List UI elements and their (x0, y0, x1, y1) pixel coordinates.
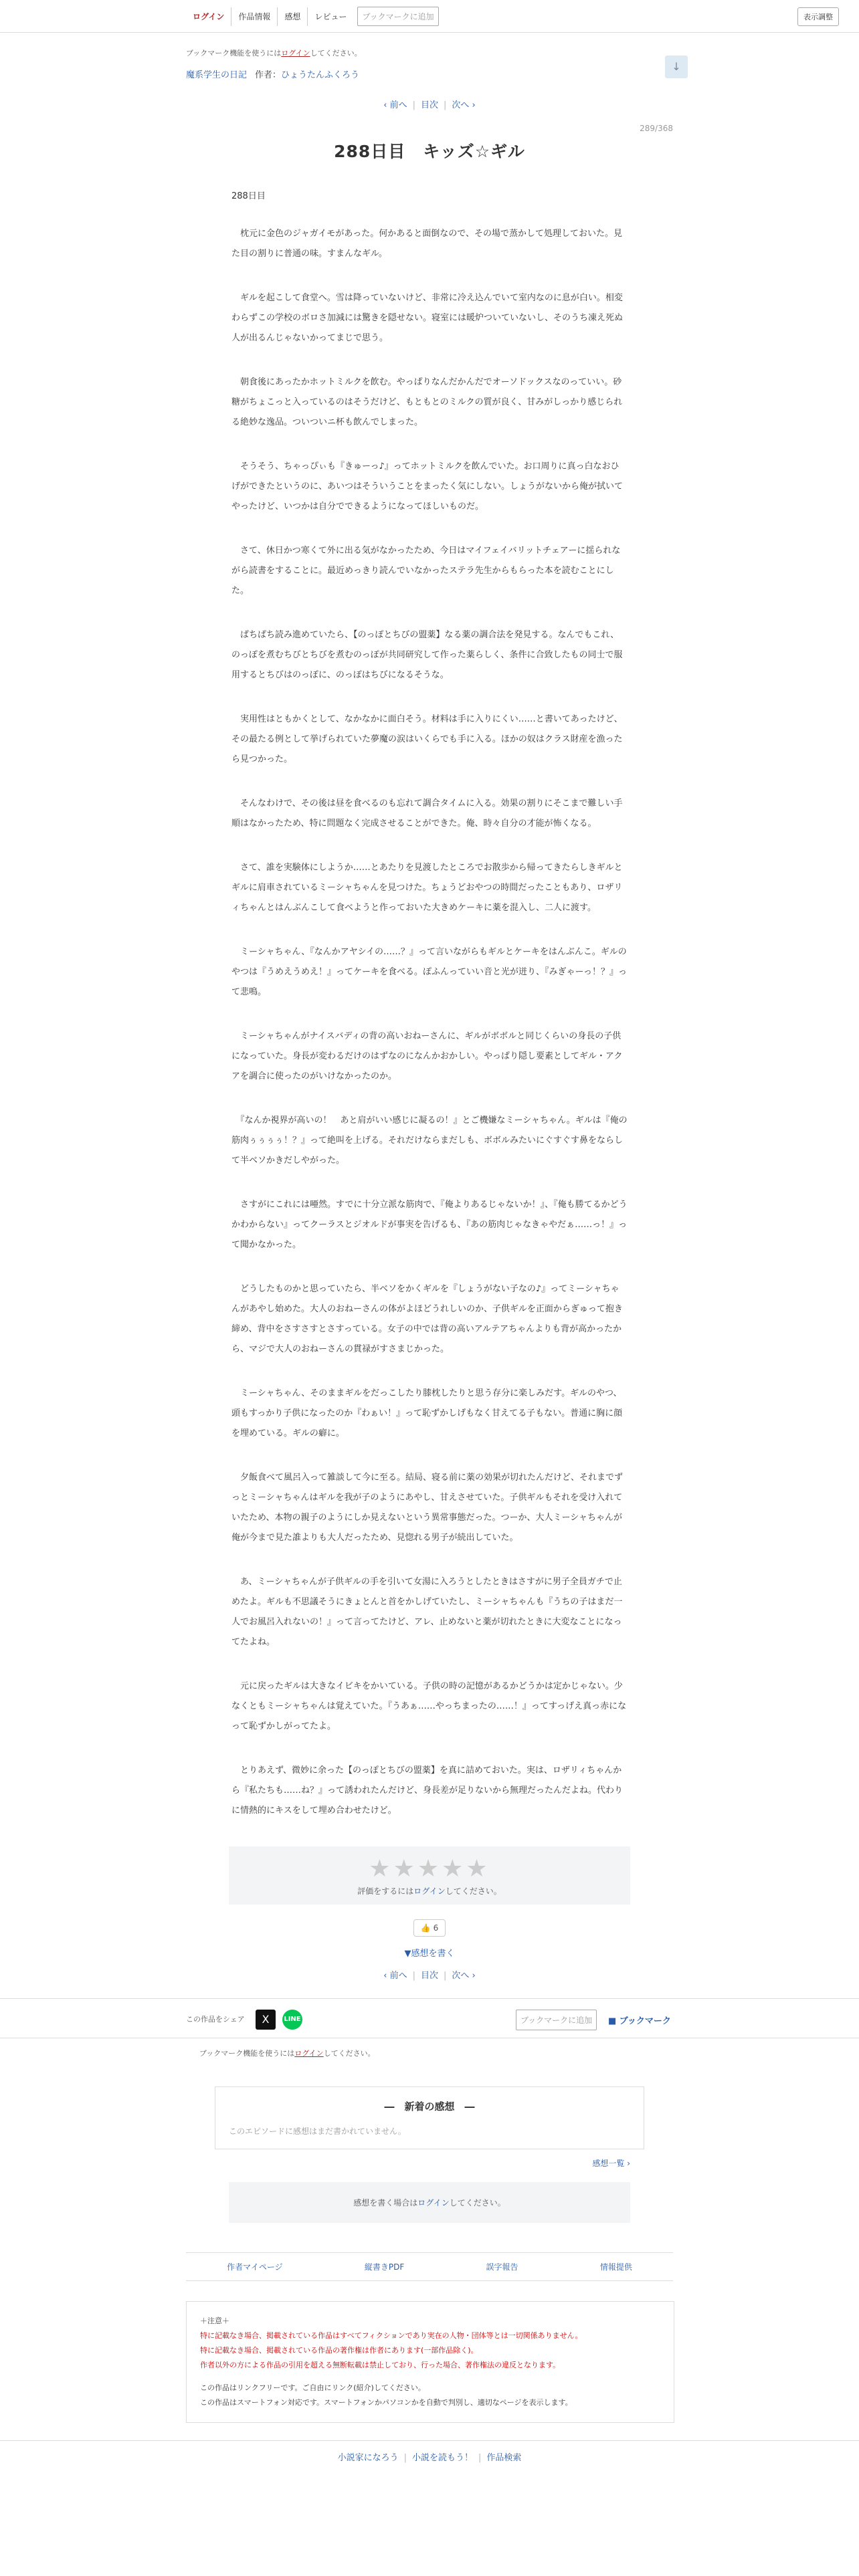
bookmark-note2-suffix: してください。 (323, 2049, 375, 2058)
series-title-link[interactable]: 魔系学生の日記 (186, 70, 248, 80)
bookmark-login-link[interactable]: ログイン (281, 49, 310, 58)
star-icon[interactable]: ★ (369, 1855, 393, 1883)
notice-box (186, 2301, 674, 2423)
rating-note (229, 1885, 630, 1897)
bookmark-login-link-2[interactable]: ログイン (294, 2049, 324, 2058)
index-link[interactable]: 目次 (420, 100, 438, 110)
body-paragraph: 夕飯食べて風呂入って雑談して今に至る。結局、寝る前に薬の効果が切れたんだけど、それまでずっとミーシャちゃんはギルを我が子のようにあやし、甘えさせていた。子供ギルもそれを受け入れていたため、本物の親子のようにしか見えないという異常事態だった。つーか、大人ミーシャちゃんが俺が今まで見た誰よりも大人だったため、見惚れる男子が続出していた。 (231, 1473, 624, 1543)
login-prompt-box (229, 2182, 630, 2223)
rating-box (229, 1846, 630, 1905)
body-paragraph: 朝食後にあったかホットミルクを飲む。やっぱりなんだかんだでオーソドックスなのっていい。砂糖がちょこっと入っているのはそうだけど、もともとのミルクの質が良く、甘みがしっかり感じられる絶妙な逸品。ついついニ杯も飲んでしまった。 (231, 377, 623, 427)
login-box-link[interactable]: ログイン (417, 2198, 450, 2208)
bookmark-add-button[interactable]: ブックマークに追加 (357, 7, 438, 26)
body-paragraph: 288日目 (231, 191, 266, 201)
yomou-link[interactable]: 小説を読もう！ (411, 2453, 473, 2463)
review-link[interactable]: レビュー (314, 11, 347, 21)
impressions-title: ― 新着の感想 ― (384, 2101, 475, 2113)
body-paragraph: 元に戻ったギルは大きなイビキをかいている。子供の時の記憶があるかどうかは定かじゃない。少なくともミーシャちゃんは覚えていた。『うあぁ……やっちまったの……！』ってすっげえ真っ赤になって恥ずかしがってたよ。 (231, 1681, 627, 1731)
impressions-list-link[interactable]: 感想一覧 › (592, 2159, 630, 2168)
body-paragraph: あ、ミーシャちゃんが子供ギルの手を引いて女湯に入ろうとしたときはさすがに男子全員ガチで止めたよ。ギルも不思議そうにきょとんと首をかしげていたし、ミーシャちゃんも『うちの子はまだ一人でお風呂入れないの！』って言ってたけど、アレ、止めないと薬が切れたときに大変なことになってたよね。 (231, 1577, 623, 1647)
next-link[interactable]: 次へ › (452, 1971, 476, 1981)
novel-container (186, 47, 681, 1821)
bottom-nav: 小説家になろう | 小説を読もう！ | 作品検索 (0, 2440, 859, 2472)
body-paragraph: 『なんか視界が高いの！ あと肩がいい感じに凝るの！』とご機嫌なミーシャちゃん。ギルは『俺の筋肉ぅぅぅぅ！？』って絶叫を上げる。それだけならまだしも、ボボルみたいにぐすぐす鼻をならして半ベソかきだしやがった。 (231, 1115, 628, 1166)
body-paragraph: ミーシャちゃんがナイスバディの背の高いおねーさんに、ギルがボボルと同じくらいの身長の子供になっていた。身長が変わるだけのはずなのになんかおかしい。やっぱり隠し要素としてギル・アクアを調合に使ったのがいけなかったのか。 (231, 1031, 623, 1081)
work-info-link[interactable]: 作品情報 (231, 7, 278, 26)
body-paragraph: さすがにこれには唖然。すでに十分立派な筋肉で、『俺よりあるじゃないか！』、『俺も勝てるかどうかわからない』ってクーラスとジオルドが事実を告げるも、『あの筋肉じゃなきゃやだぁ……っ！』って聞かなかった。 (231, 1200, 628, 1250)
login-link[interactable]: ログイン (186, 7, 231, 26)
login-box-text: 感想を書く場合は (353, 2198, 418, 2208)
body-paragraph: どうしたものかと思っていたら、半ベソをかくギルを『しょうがない子なの♪』ってミーシャちゃんがあやし始めた。大人のおねーさんの体がよほどうれしいのか、子供ギルを正面からぎゅって抱き締め、背中をさすさすとさすっている。女子の中では背の高いアルテアちゃんよりも背が高かったから、マジで大人のおねーさんの貫禄がすさまじかった。 (231, 1284, 623, 1354)
thumbs-up-icon: 👍 (420, 1923, 431, 1933)
x-logo-icon[interactable]: X (256, 2010, 276, 2030)
prev-link[interactable]: ‹ 前へ (383, 1971, 407, 1981)
up-arrow-icon[interactable]: ↓ (665, 56, 688, 78)
rating-note-suffix: してください。 (445, 1887, 502, 1896)
login-box-suffix: してください。 (449, 2198, 506, 2208)
impressions-link[interactable]: 感想 (278, 7, 308, 26)
narou-link[interactable]: 小説家になろう (337, 2453, 399, 2463)
display-settings-button[interactable]: 表示調整 (797, 7, 839, 26)
body-paragraph: そうそう、ちゃっぴぃも『きゅーっ♪』ってホットミルクを飲んでいた。お口周りに真っ白なおひげができたというのに、あいつはそういうことをまったく気にしない。しょうがないから俺が拭いてやったけど、いつかは自分でできるようになってほしいものだ。 (231, 461, 624, 512)
notice-red-line: 特に記載なき場合、掲載されている作品はすべてフィクションであり実在の人物・団体等とは一切関係ありません。 (200, 2331, 583, 2340)
body-paragraph: ミーシャちゃん、そのままギルをだっこしたり膝枕したりと思う存分に楽しみだす。ギルのやつ、頭もすっかり子供になったのか『わぁい！』って恥ずかしげもなく甘えてる子もない。普通に胸に顔を埋めている。ギルの癖に。 (231, 1388, 623, 1438)
prev-link[interactable]: ‹ 前へ (383, 100, 407, 110)
bookmark-note (186, 47, 673, 58)
novel-body (231, 187, 628, 1821)
bookmark-link[interactable]: ■ ブックマーク (608, 2016, 671, 2026)
bookmark-add-button-2[interactable]: ブックマークに追加 (516, 2010, 597, 2030)
top-bar (0, 0, 859, 33)
typo-report-link[interactable]: 誤字報告 (486, 2262, 518, 2272)
star-icon[interactable]: ★ (466, 1855, 490, 1883)
likes-area (0, 1919, 859, 1937)
notice-line: この作品はリンクフリーです。ご自由にリンク(紹介)してください。 (200, 2383, 425, 2392)
body-paragraph: とりあえず、微妙に余った【のっぽとちびの盟薬】を真に詰めておいた。実は、ロザリィちゃんから『私たちも……ね？』って誘われたんだけど、身長差が足りないから無理だったんだよね。代わりに情熱的にキスをして埋め合わせたけど。 (231, 1765, 624, 1816)
vertical-pdf-link[interactable]: 縦書きPDF (364, 2262, 405, 2272)
search-link[interactable]: 作品検索 (486, 2453, 522, 2463)
series-info (186, 68, 673, 80)
notice-head: ＋注意＋ (200, 2317, 229, 2325)
body-paragraph: ギルを起こして食堂へ。雪は降っていないけど、非常に冷え込んでいて室内なのに息が白い。相変わらずこの学校のボロさ加減には驚きを隠せない。寝室には暖炉ついていないし、そのうち凍え死ぬ人が出るんじゃないかってまじで思う。 (231, 293, 624, 343)
pager-bottom: ‹ 前へ | 目次 | 次へ › (383, 1971, 476, 1981)
bookmark-note-suffix: してください。 (310, 49, 362, 58)
bookmark-note-2 (199, 2048, 859, 2058)
new-impressions-box (215, 2086, 644, 2149)
footer-links (186, 2252, 673, 2281)
like-count: 6 (433, 1923, 439, 1933)
author-label: 作者： (255, 70, 282, 80)
body-paragraph: 実用性はともかくとして、なかなかに面白そう。材料は手に入りにくい……と書いてあったけど、その最たる例として挙げられていた夢魔の涙はいくらでも手に入る。ほかの奴はクラス財産を漁ったら見つかった。 (231, 714, 623, 764)
info-provide-link[interactable]: 情報提供 (599, 2262, 632, 2272)
notice-red-line: 作者以外の方による作品の引用を超える無断転載は禁止しており、行った場合、著作権法の違反となります。 (200, 2361, 561, 2369)
body-paragraph: 枕元に金色のジャガイモがあった。何かあると面倒なので、その場で蒸かして処理しておいた。見た目の割りに普通の味。すまんなギル。 (231, 229, 622, 259)
star-icon[interactable]: ★ (442, 1855, 466, 1883)
rating-note-text: 評価をするには (357, 1887, 414, 1896)
bookmark-note2-text: ブックマーク機能を使うには (199, 2049, 295, 2058)
impressions-empty: このエピソードに感想はまだ書かれていません。 (229, 2127, 406, 2136)
episode-title: 288日目 キッズ☆ギル (334, 142, 525, 161)
author-mypage-link[interactable]: 作者マイページ (227, 2262, 283, 2272)
share-bar (0, 1998, 859, 2038)
bookmark-note-text: ブックマーク機能を使うには (186, 49, 282, 58)
next-link[interactable]: 次へ › (452, 100, 476, 110)
rating-login-link[interactable]: ログイン (413, 1887, 446, 1896)
body-paragraph: さて、休日かつ寒くて外に出る気がなかったため、今日はマイフェイバリットチェアーに揺られながら読書をすることに。最近めっきり読んでいなかったステラ先生からもらった本を読むことにした。 (231, 546, 621, 596)
body-paragraph: さて、誰を実験体にしようか……とあたりを見渡したところでお散歩から帰ってきたらしきギルとギルに肩車されているミーシャちゃんを見つけた。ちょうどおやつの時間だったこともあり、ロザリィちゃんとはんぶんこして食べようと作っておいた大きめケーキに薬を混入し、二人に渡す。 (231, 863, 623, 913)
notice-line: この作品はスマートフォン対応です。スマートフォンかパソコンかを自動で判別し、適切なページを表示します。 (200, 2398, 573, 2407)
like-button[interactable] (413, 1919, 446, 1937)
author-link[interactable]: ひょうたんふくろう (281, 70, 360, 80)
share-label: この作品をシェア (186, 2015, 245, 2024)
body-paragraph: ミーシャちゃん、『なんかアヤシイの……？』って言いながらもギルとケーキをはんぶんこ。ギルのやつは『うめえうめえ！』ってケーキを食べる。ぽふんっていい音と光が迸り、『みぎゃーっ！？』って悲鳴。 (231, 947, 627, 997)
notice-red-line: 特に記載なき場合、掲載されている作品の著作権は作者にあります(一部作品除く)。 (200, 2346, 478, 2355)
body-paragraph: ぱちぱち読み進めていたら、【のっぽとちびの盟薬】なる薬の調合法を発見する。なんでもこれ、のっぽを煮むちびとちびを煮むのっぽが共同研究して作った薬らしく、条件に合致したもの同士で服用するとちびはのっぽに、のっぽはちびになるそうな。 (231, 630, 623, 680)
episode-counter: 289/368 (640, 124, 673, 133)
star-icon[interactable]: ★ (417, 1855, 442, 1883)
pager-top: ‹ 前へ | 目次 | 次へ › (383, 100, 476, 110)
index-link[interactable]: 目次 (420, 1971, 438, 1981)
author-info (255, 68, 359, 80)
write-impression-link[interactable]: ▼感想を書く (404, 1949, 455, 1959)
body-paragraph: そんなわけで、その後は昼を食べるのも忘れて調合タイムに入る。効果の割りにそこまで難しい手順はなかったため、特に問題なく完成させることができた。俺、時々自分の才能が怖くなる。 (231, 798, 623, 829)
line-logo-icon[interactable]: LINE (282, 2010, 302, 2030)
star-icon[interactable]: ★ (393, 1855, 417, 1883)
star-rating[interactable] (229, 1856, 630, 1883)
top-nav (186, 7, 439, 26)
